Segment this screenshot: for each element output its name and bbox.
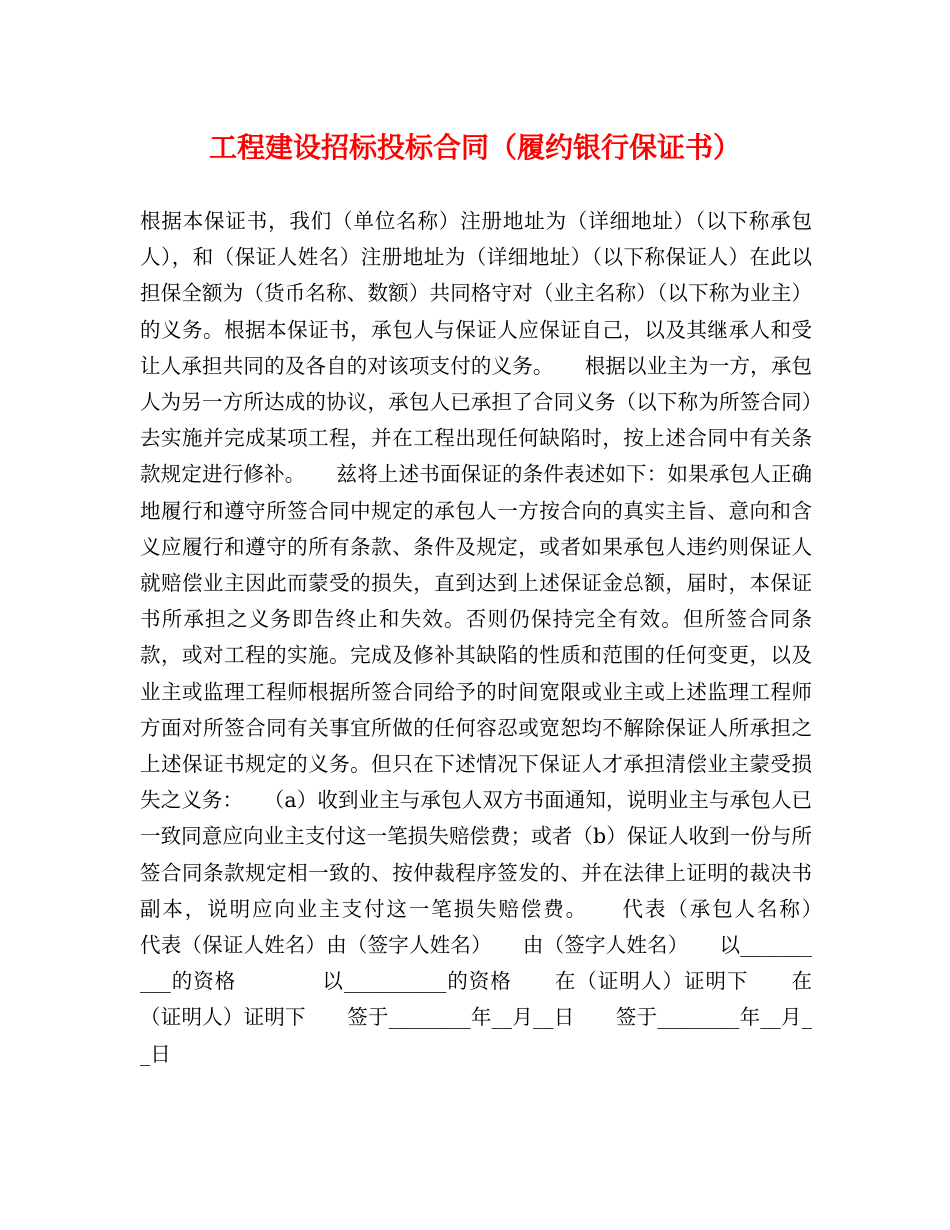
document-title: 工程建设招标投标合同（履约银行保证书） xyxy=(208,131,741,164)
document-body: 根据本保证书，我们（单位名称）注册地址为（详细地址）（以下称承包人），和（保证人姓名）注册地址为（详细地址）（以下称保证人）在此以担保全额为（货币名称、数额）共同格守对（业主名称）（以下称为业主）的义务。根据本保证书，承包人与保证人应保证自己，以及其继承人和受让人承担共同的及各自的对该项支付的义务。 根据以业主为一方，承包人为另一方所达成的协议，承包人已承担了合同义务（以下称为所签合同）去实施并完成某项工程，并在工程出现任何缺陷时，按上述合同中有关条款规定进行修补。 兹将上述书面保证的条件表述如下：如果承包人正确地履行和遵守所签合同中规定的承包人一方按合向的真实主旨、意向和含义应履行和遵守的所有条款、条件及规定，或者如果承包人违约则保证人就赔偿业主因此而蒙受的损失，直到达到上述保证金总额，届时，本保证书所承担之义务即告终止和失效。否则仍保持完全有效。但所签合同条款，或对工程的实施。完成及修补其缺陷的性质和范围的任何变更，以及业主或监理工程师根据所签合同给予的时间宽限或业主或上述监理工程师方面对所签合同有关事宜所做的任何容忍或宽恕均不解除保证人所承担之上述保证书规定的义务。但只在下述情况下保证人才承担清偿业主蒙受损失之义务： （a）收到业主与承包人双方书面通知，说明业主与承包人已一致同意应向业主支付这一笔损失赔偿费；或者（b）保证人收到一份与所签合同条款规定相一致的、按仲裁程序签发的、并在法律上证明的裁决书副本，说明应向业主支付这一笔损失赔偿费。 代表（承包人名称） 代表（保证人姓名）由（签字人姓名） 由（签字人姓名） 以__________的资格 以__________的资格 在（证明人）证明下 在（证明人）证明下 签于________年__月__日 签于________年__月__日 xyxy=(140,209,894,1066)
